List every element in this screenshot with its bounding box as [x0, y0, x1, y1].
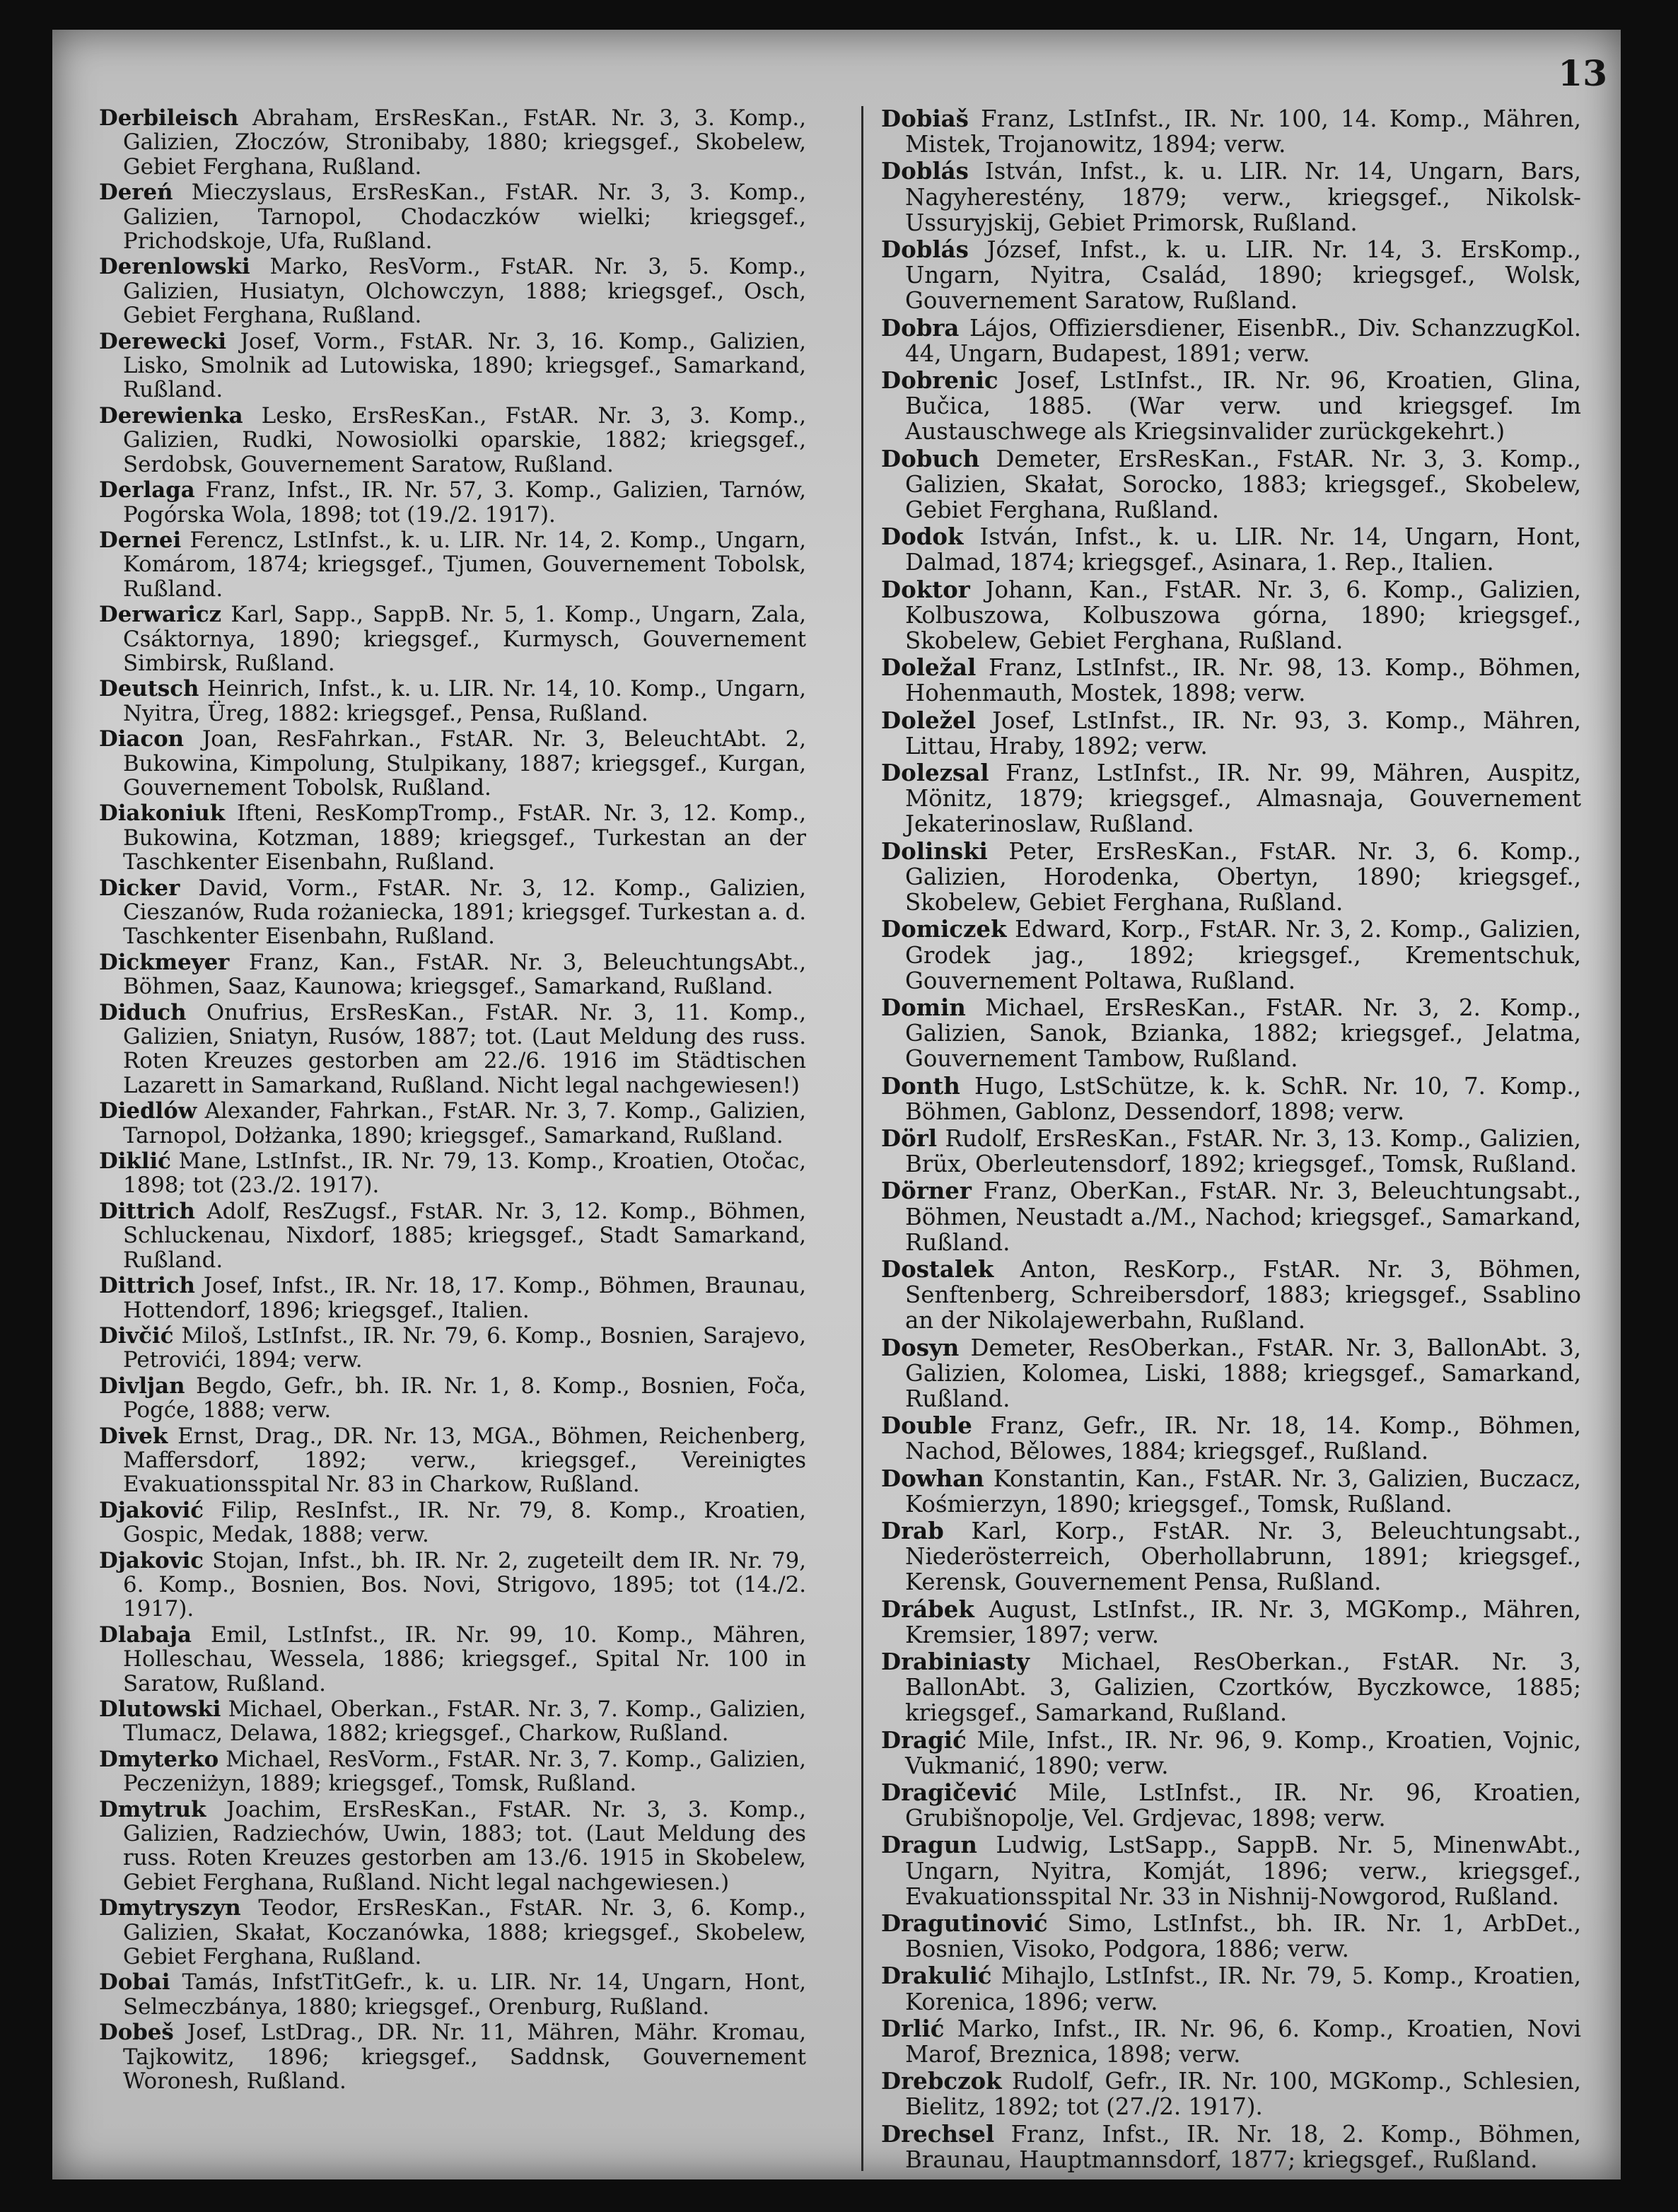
- entry-details: Mile, Infst., IR. Nr. 96, 9. Komp., Kroatien, Vojnic, Vukmanić, 1890; verw.: [905, 1726, 1581, 1779]
- entry-surname: Dörner: [881, 1177, 972, 1205]
- entry-details: Demeter, ResOberkan., FstAR. Nr. 3, BallonAbt. 3, Galizien, Kolomea, Liski, 1888; kriegsgef., Samarkand, Rußland.: [905, 1334, 1581, 1412]
- entry-details: David, Vorm., FstAR. Nr. 3, 12. Komp., Galizien, Cieszanów, Ruda rożaniecka, 1891; kriegsgef. Turkestan a. d. Taschkenter Eisenbahn, Rußland.: [123, 875, 806, 950]
- entry-details: Anton, ResKorp., FstAR. Nr. 3, Böhmen, Senftenberg, Schreibersdorf, 1883; kriegsgef., Ssablino an der Nikolajewerbahn, Rußland.: [905, 1255, 1581, 1334]
- entry-details: Johann, Kan., FstAR. Nr. 3, 6. Komp., Galizien, Kolbuszowa, Kolbuszowa górna, 1890; kriegsgef., Skobelew, Gebiet Ferghana, Rußland.: [905, 576, 1581, 655]
- register-entry: [99, 1798, 806, 1895]
- entry-surname: Djaković: [99, 1497, 204, 1523]
- entry-surname: Diakoniuk: [99, 801, 226, 827]
- register-entry: [99, 1274, 806, 1322]
- entry-surname: Dowhan: [881, 1465, 984, 1492]
- register-entry: [881, 1911, 1581, 1962]
- entry-surname: Dobuch: [881, 445, 980, 472]
- entry-surname: Drakulić: [881, 1962, 992, 1990]
- register-entry: [99, 1324, 806, 1373]
- entry-surname: Djakovic: [99, 1547, 204, 1573]
- register-entry: [881, 577, 1581, 654]
- register-entry: [99, 1374, 806, 1423]
- entry-surname: Divčić: [99, 1322, 174, 1349]
- entry-surname: Dittrich: [99, 1273, 195, 1299]
- entry-details: Emil, LstInfst., IR. Nr. 99, 10. Komp., Mähren, Holleschau, Wessela, 1886; kriegsgef., Spital Nr. 100 in Saratow, Rußland.: [123, 1622, 806, 1696]
- entry-details: István, Infst., k. u. LIR. Nr. 14, Ungarn, Bars, Nagyherestény, 1879; verw., kriegsgef., Nikolsk-Ussuryjskij, Gebiet Primorsk, Rußland.: [905, 158, 1581, 236]
- entry-details: Franz, LstInfst., IR. Nr. 100, 14. Komp., Mähren, Mistek, Trojanowitz, 1894; verw.: [905, 105, 1581, 158]
- register-entry: [99, 801, 806, 874]
- entry-surname: Doležel: [881, 706, 976, 734]
- entry-details: Franz, OberKan., FstAR. Nr. 3, Beleuchtungsabt., Böhmen, Neustadt a./M., Nachod; kriegsgef., Samarkand, Rußland.: [905, 1177, 1581, 1256]
- entry-details: Franz, Infst., IR. Nr. 57, 3. Komp., Galizien, Tarnów, Pogórska Wola, 1898; tot (19./2. 1917).: [123, 477, 806, 528]
- entry-details: Franz, Infst., IR. Nr. 18, 2. Komp., Böhmen, Braunau, Hauptmannsdorf, 1877; kriegsgef., Rußland.: [905, 2120, 1581, 2173]
- register-entry: [99, 1498, 806, 1547]
- entry-surname: Diacon: [99, 726, 185, 752]
- register-entry: [881, 237, 1581, 314]
- register-entry: [881, 1257, 1581, 1334]
- register-entry: [881, 916, 1581, 994]
- register-entry: [99, 1747, 806, 1796]
- register-entry: [881, 446, 1581, 523]
- register-entry: [99, 677, 806, 726]
- entry-details: Abraham, ErsResKan., FstAR. Nr. 3, 3. Komp., Galizien, Złoczów, Stronibaby, 1880; kriegsgef., Skobelew, Gebiet Ferghana, Rußland.: [123, 105, 806, 180]
- entry-details: Peter, ErsResKan., FstAR. Nr. 3, 6. Komp., Galizien, Horodenka, Obertyn, 1890; kriegsgef., Skobelew, Gebiet Ferghana, Rußland.: [905, 837, 1581, 916]
- entry-details: Karl, Korp., FstAR. Nr. 3, Beleuchtungsabt., Niederösterreich, Oberhollabrunn, 1891; kriegsgef., Kerensk, Gouvernement Pensa, Rußland.: [905, 1517, 1581, 1596]
- entry-details: Ferencz, LstInfst., k. u. LIR. Nr. 14, 2. Komp., Ungarn, Komárom, 1874; kriegsgef., Tjumen, Gouvernement Tobolsk, Rußland.: [123, 527, 806, 602]
- entry-surname: Divek: [99, 1423, 168, 1449]
- entry-details: Josef, LstInfst., IR. Nr. 96, Kroatien, Glina, Bučica, 1885. (War verw. und kriegsgef. Im Austauschwege als Kriegsinvalider zurückgekehrt.): [905, 367, 1581, 446]
- entry-surname: Doktor: [881, 576, 970, 603]
- entry-surname: Derbileisch: [99, 105, 239, 131]
- entry-details: Miloš, LstInfst., IR. Nr. 79, 6. Komp., Bosnien, Sarajevo, Petrovići, 1894; verw.: [123, 1322, 806, 1373]
- register-entry: [99, 255, 806, 327]
- register-entry: [881, 1597, 1581, 1648]
- entry-surname: Double: [881, 1412, 972, 1440]
- entry-details: August, LstInfst., IR. Nr. 3, MGKomp., Mähren, Kremsier, 1897; verw.: [905, 1595, 1581, 1648]
- entry-surname: Derewienka: [99, 402, 243, 429]
- entry-details: Mile, LstInfst., IR. Nr. 96, Kroatien, Grubišnopolje, Vel. Grdjevac, 1898; verw.: [905, 1779, 1581, 1832]
- entry-surname: Doležal: [881, 654, 977, 682]
- register-entry: [99, 603, 806, 675]
- entry-surname: Domiczek: [881, 916, 1007, 943]
- page-number: 13: [1558, 52, 1607, 94]
- entry-details: Michael, ResVorm., FstAR. Nr. 3, 7. Komp., Galizien, Peczeniżyn, 1889; kriegsgef., Tomsk, Rußland.: [123, 1746, 806, 1797]
- entry-details: Filip, ResInfst., IR. Nr. 79, 8. Komp., Kroatien, Gospic, Medak, 1888; verw.: [123, 1497, 806, 1548]
- entry-details: Begdo, Gefr., bh. IR. Nr. 1, 8. Komp., Bosnien, Foča, Pogće, 1888; verw.: [123, 1373, 806, 1424]
- entry-surname: Dragutinović: [881, 1910, 1048, 1938]
- register-entry: [881, 1335, 1581, 1412]
- entry-details: Ernst, Drag., DR. Nr. 13, MGA., Böhmen, Reichenberg, Maffersdorf, 1892; verw., kriegsgef., Vereinigtes Evakuationsspital Nr. 83 in Charkow, Rußland.: [123, 1423, 806, 1498]
- entry-details: Josef, Infst., IR. Nr. 18, 17. Komp., Böhmen, Braunau, Hottendorf, 1896; kriegsgef., Italien.: [123, 1273, 806, 1323]
- entry-details: Alexander, Fahrkan., FstAR. Nr. 3, 7. Komp., Galizien, Tarnopol, Dołżanka, 1890; kriegsgef., Samarkand, Rußland.: [123, 1098, 806, 1148]
- register-entry: [99, 1623, 806, 1696]
- entry-surname: Derlaga: [99, 477, 195, 503]
- entry-surname: Divljan: [99, 1373, 185, 1399]
- register-entry: [881, 2121, 1581, 2172]
- entry-surname: Drab: [881, 1517, 944, 1544]
- entry-details: Karl, Sapp., SappB. Nr. 5, 1. Komp., Ungarn, Zala, Csáktornya, 1890; kriegsgef., Kurmysch, Gouvernement Simbirsk, Rußland.: [123, 602, 806, 676]
- register-entry: [881, 1728, 1581, 1779]
- entry-surname: Dostalek: [881, 1255, 994, 1283]
- entry-surname: Dittrich: [99, 1198, 195, 1224]
- entry-details: István, Infst., k. u. LIR. Nr. 14, Ungarn, Hont, Dalmad, 1874; kriegsgef., Asinara, 1. Rep., Italien.: [905, 523, 1581, 576]
- entry-details: Demeter, ErsResKan., FstAR. Nr. 3, 3. Komp., Galizien, Skałat, Sorocko, 1883; kriegsgef., Skobelew, Gebiet Ferghana, Rußland.: [905, 445, 1581, 524]
- entry-surname: Dicker: [99, 875, 180, 901]
- register-entry: [881, 1780, 1581, 1831]
- entry-surname: Donth: [881, 1072, 960, 1100]
- register-entry: [881, 106, 1581, 157]
- entry-surname: Dobrenic: [881, 367, 998, 395]
- entry-surname: Dmyterko: [99, 1746, 219, 1772]
- entry-details: Rudolf, ErsResKan., FstAR. Nr. 3, 13. Komp., Galizien, Brüx, Oberleutensdorf, 1892; kriegsgef., Tomsk, Rußland.: [905, 1124, 1581, 1178]
- register-entry: [99, 1896, 806, 1969]
- entry-details: Teodor, ErsResKan., FstAR. Nr. 3, 6. Komp., Galizien, Skałat, Koczanówka, 1888; kriegsgef., Skobelew, Gebiet Ferghana, Rußland.: [123, 1895, 806, 1970]
- entry-surname: Derenlowski: [99, 254, 250, 280]
- entry-surname: Dörl: [881, 1124, 938, 1152]
- register-entry: [99, 1424, 806, 1497]
- entry-details: Ifteni, ResKompTromp., FstAR. Nr. 3, 12. Komp., Bukowina, Kotzman, 1889; kriegsgef., Turkestan an der Taschkenter Eisenbahn, Rußland.: [123, 801, 806, 875]
- entry-surname: Drabiniasty: [881, 1648, 1030, 1675]
- register-entry: [881, 839, 1581, 916]
- entry-surname: Dobra: [881, 314, 960, 342]
- entry-surname: Drábek: [881, 1595, 974, 1623]
- entry-surname: Diduch: [99, 999, 187, 1025]
- register-entry: [881, 1466, 1581, 1517]
- column-divider: [861, 106, 863, 2171]
- entry-details: Adolf, ResZugsf., FstAR. Nr. 3, 12. Komp., Böhmen, Schluckenau, Nixdorf, 1885; kriegsgef., Stadt Samarkand, Rußland.: [123, 1198, 806, 1273]
- register-entry: [99, 528, 806, 601]
- register-entry: [99, 404, 806, 477]
- entry-details: Mane, LstInfst., IR. Nr. 79, 13. Komp., Kroatien, Otočac, 1898; tot (23./2. 1917).: [123, 1148, 806, 1199]
- entry-surname: Dmytryszyn: [99, 1895, 241, 1921]
- left-column: [99, 106, 806, 2095]
- entry-details: Marko, ResVorm., FstAR. Nr. 3, 5. Komp., Galizien, Husiatyn, Olchowczyn, 1888; kriegsgef., Osch, Gebiet Ferghana, Rußland.: [123, 254, 806, 329]
- register-entry: [99, 180, 806, 253]
- entry-surname: Diedlów: [99, 1098, 197, 1124]
- register-entry: [881, 1413, 1581, 1464]
- entry-details: Tamás, InfstTitGefr., k. u. LIR. Nr. 14, Ungarn, Hont, Selmeczbánya, 1880; kriegsgef., Orenburg, Rußland.: [123, 1969, 806, 2020]
- entry-surname: Derwaricz: [99, 602, 222, 628]
- entry-surname: Drebczok: [881, 2068, 1002, 2095]
- entry-surname: Dolezsal: [881, 759, 989, 787]
- entry-details: Konstantin, Kan., FstAR. Nr. 3, Galizien, Buczacz, Kośmierzyn, 1890; kriegsgef., Tomsk, Rußland.: [905, 1465, 1581, 1518]
- register-entry: [99, 1199, 806, 1272]
- entry-details: Michael, ErsResKan., FstAR. Nr. 3, 2. Komp., Galizien, Sanok, Bzianka, 1882; kriegsgef., Jelatma, Gouvernement Tambow, Rußland.: [905, 994, 1581, 1073]
- entry-details: Ludwig, LstSapp., SappB. Nr. 5, MinenwAbt., Ungarn, Nyitra, Komját, 1896; verw., kriegsgef., Evakuationsspital Nr. 33 in Nishnij-Nowgorod, Rußland.: [905, 1832, 1581, 1910]
- entry-details: Mieczyslaus, ErsResKan., FstAR. Nr. 3, 3. Komp., Galizien, Tarnopol, Chodaczków wielki; kriegsgef., Prichodskoje, Ufa, Rußland.: [123, 180, 806, 255]
- entry-details: Lesko, ErsResKan., FstAR. Nr. 3, 3. Komp., Galizien, Rudki, Nowosiolki oparskie, 1882; kriegsgef., Serdobsk, Gouvernement Saratow, Rußland.: [123, 402, 806, 477]
- entry-surname: Diklić: [99, 1148, 171, 1175]
- entry-details: Franz, Kan., FstAR. Nr. 3, BeleuchtungsAbt., Böhmen, Saaz, Kaunowa; kriegsgef., Samarkand, Rußland.: [123, 949, 806, 1000]
- register-entry: [881, 708, 1581, 759]
- entry-details: Franz, Gefr., IR. Nr. 18, 14. Komp., Böhmen, Nachod, Bělowes, 1884; kriegsgef., Rußland.: [905, 1412, 1581, 1465]
- entry-surname: Dosyn: [881, 1334, 960, 1361]
- register-entry: [881, 1963, 1581, 2014]
- entry-surname: Dragun: [881, 1832, 977, 1859]
- register-entry: [99, 876, 806, 949]
- entry-details: Edward, Korp., FstAR. Nr. 3, 2. Komp., Galizien, Grodek jag., 1892; kriegsgef., Krementschuk, Gouvernement Poltawa, Rußland.: [905, 916, 1581, 994]
- register-entry: [99, 1697, 806, 1746]
- register-entry: [881, 368, 1581, 445]
- entry-details: Onufrius, ErsResKan., FstAR. Nr. 3, 11. Komp., Galizien, Sniatyn, Rusów, 1887; tot. (Laut Meldung des russ. Roten Kreuzes gestorben am 22./6. 1916 im Städtischen Lazarett in Samarkand, Rußland. Nicht legal nachgewiesen!): [123, 999, 806, 1098]
- register-entry: [881, 1073, 1581, 1124]
- entry-details: Mihajlo, LstInfst., IR. Nr. 79, 5. Komp., Kroatien, Korenica, 1896; verw.: [905, 1962, 1581, 2015]
- entry-details: Josef, LstInfst., IR. Nr. 93, 3. Komp., Mähren, Littau, Hraby, 1892; verw.: [905, 706, 1581, 759]
- register-entry: [881, 524, 1581, 575]
- entry-details: Franz, LstInfst., IR. Nr. 98, 13. Komp., Böhmen, Hohenmauth, Mostek, 1898; verw.: [905, 654, 1581, 707]
- register-entry: [881, 1178, 1581, 1255]
- entry-details: Josef, Vorm., FstAR. Nr. 3, 16. Komp., Galizien, Lisko, Smolnik ad Lutowiska, 1890; kriegsgef., Samarkand, Rußland.: [123, 328, 806, 403]
- register-entry: [99, 106, 806, 179]
- register-entry: [99, 1549, 806, 1622]
- entry-details: Franz, LstInfst., IR. Nr. 99, Mähren, Auspitz, Mönitz, 1879; kriegsgef., Almasnaja, Gouvernement Jekaterinoslaw, Rußland.: [905, 759, 1581, 838]
- register-entry: [99, 330, 806, 402]
- entry-surname: Dobeš: [99, 2020, 174, 2046]
- entry-surname: Dodok: [881, 523, 964, 551]
- entry-details: Rudolf, Gefr., IR. Nr. 100, MGKomp., Schlesien, Bielitz, 1892; tot (27./2. 1917).: [905, 2068, 1581, 2121]
- entry-surname: Dragić: [881, 1726, 967, 1754]
- register-entry: [881, 1649, 1581, 1726]
- entry-surname: Dmytruk: [99, 1796, 206, 1822]
- entry-details: Hugo, LstSchütze, k. k. SchR. Nr. 10, 7. Komp., Böhmen, Gablonz, Dessendorf, 1898; verw.: [905, 1072, 1581, 1125]
- register-entry: [881, 655, 1581, 706]
- entry-details: Josef, LstDrag., DR. Nr. 11, Mähren, Mähr. Kromau, Tajkowitz, 1896; kriegsgef., Saddnsk, Gouvernement Woronesh, Rußland.: [123, 2020, 806, 2095]
- entry-details: Joan, ResFahrkan., FstAR. Nr. 3, BeleuchtAbt. 2, Bukowina, Kimpolung, Stulpikany, 1887; kriegsgef., Kurgan, Gouvernement Tobolsk, Rußland.: [123, 726, 806, 801]
- entry-surname: Domin: [881, 994, 966, 1021]
- entry-surname: Deutsch: [99, 676, 199, 702]
- entry-surname: Derewecki: [99, 328, 227, 354]
- entry-surname: Doblás: [881, 158, 969, 185]
- register-entry: [99, 478, 806, 527]
- right-column: [881, 106, 1581, 2174]
- entry-surname: Doblás: [881, 236, 969, 264]
- entry-details: Stojan, Infst., bh. IR. Nr. 2, zugeteilt dem IR. Nr. 79, 6. Komp., Bosnien, Bos. Novi, Strigovo, 1895; tot (14./2. 1917).: [123, 1547, 806, 1622]
- entry-surname: Dobai: [99, 1969, 170, 1996]
- register-entry: [881, 315, 1581, 366]
- register-entry: [99, 1970, 806, 2019]
- register-entry: [881, 2068, 1581, 2119]
- entry-surname: Drlić: [881, 2015, 945, 2042]
- register-entry: [99, 1099, 806, 1148]
- register-entry: [99, 2020, 806, 2093]
- register-entry: [881, 760, 1581, 837]
- entry-details: Simo, LstInfst., bh. IR. Nr. 1, ArbDet., Bosnien, Visoko, Podgora, 1886; verw.: [905, 1910, 1581, 1963]
- entry-surname: Dobiaš: [881, 105, 969, 132]
- entry-surname: Dlutowski: [99, 1696, 221, 1722]
- entry-details: Michael, Oberkan., FstAR. Nr. 3, 7. Komp., Galizien, Tlumacz, Delawa, 1882; kriegsgef., Charkow, Rußland.: [123, 1696, 806, 1747]
- entry-details: Marko, Infst., IR. Nr. 96, 6. Komp., Kroatien, Novi Marof, Breznica, 1898; verw.: [905, 2015, 1581, 2068]
- register-entry: [881, 995, 1581, 1072]
- entry-surname: Dlabaja: [99, 1622, 192, 1648]
- entry-surname: Dragičević: [881, 1779, 1018, 1806]
- entry-surname: Drechsel: [881, 2120, 995, 2148]
- entry-details: Heinrich, Infst., k. u. LIR. Nr. 14, 10. Komp., Ungarn, Nyitra, Üreg, 1882: kriegsgef., Pensa, Rußland.: [123, 676, 806, 726]
- register-entry: [881, 1518, 1581, 1595]
- register-entry: [881, 1126, 1581, 1177]
- entry-surname: Dickmeyer: [99, 949, 230, 975]
- register-entry: [881, 2016, 1581, 2067]
- entry-details: Lájos, Offiziersdiener, EisenbR., Div. SchanzzugKol. 44, Ungarn, Budapest, 1891; verw.: [905, 314, 1581, 367]
- entry-surname: Dereń: [99, 180, 173, 206]
- entry-details: Michael, ResOberkan., FstAR. Nr. 3, BallonAbt. 3, Galizien, Czortków, Byczkowce, 1885; kriegsgef., Samarkand, Rußland.: [905, 1648, 1581, 1727]
- register-entry: [881, 1832, 1581, 1909]
- entry-details: Joachim, ErsResKan., FstAR. Nr. 3, 3. Komp., Galizien, Radziechów, Uwin, 1883; tot. (Laut Meldung des russ. Roten Kreuzes gestorben am 13./6. 1915 in Skobelew, Gebiet Ferghana, Rußland. Nicht legal nachgewiesen.): [123, 1796, 806, 1895]
- register-entry: [99, 1149, 806, 1198]
- register-entry: [99, 950, 806, 999]
- entry-surname: Dolinski: [881, 837, 988, 865]
- register-entry: [99, 727, 806, 800]
- register-entry: [99, 1001, 806, 1098]
- register-entry: [881, 158, 1581, 235]
- entry-details: József, Infst., k. u. LIR. Nr. 14, 3. ErsKomp., Ungarn, Nyitra, Család, 1890; kriegsgef., Wolsk, Gouvernement Saratow, Rußland.: [905, 236, 1581, 315]
- entry-surname: Dernei: [99, 527, 182, 553]
